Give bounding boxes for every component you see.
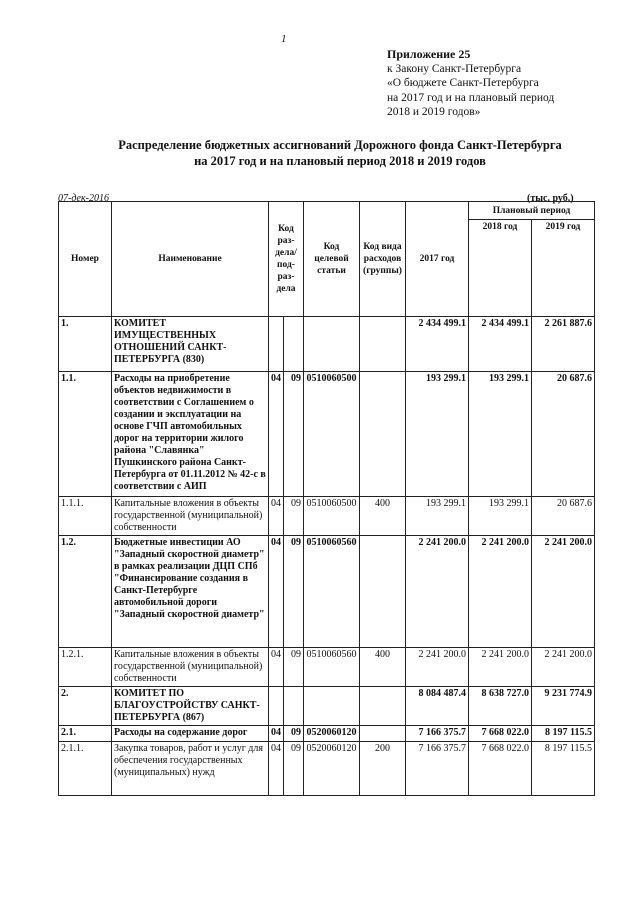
cell-pr [284,317,304,372]
cell-cs: 0510060500 [304,497,360,536]
cell-num: 2.1.1. [59,742,112,796]
header-plan-period: Плановый период [469,202,595,220]
cell-num: 1.2. [59,536,112,648]
cell-name: Капитальные вложения в объекты государственной (муниципальной) собственности [112,497,269,536]
page-number: 1 [281,33,287,45]
cell-v2019: 8 197 115.5 [532,726,595,742]
cell-num: 1.1.1. [59,497,112,536]
cell-v2017: 7 166 375.7 [406,742,469,796]
units-label: (тыс. руб.) [527,193,574,204]
table-row [59,742,595,796]
cell-vr [360,372,406,497]
cell-v2017: 193 299.1 [406,372,469,497]
document-title [60,137,620,169]
cell-name: КОМИТЕТ ИМУЩЕСТВЕННЫХ ОТНОШЕНИЙ САНКТ-ПЕТЕРБУРГА (830) [112,317,269,372]
appendix-line: 2018 и 2019 годов» [387,106,481,118]
header-section-code: Код раз-дела/ под-раз-дела [269,202,304,317]
cell-v2018: 2 241 200.0 [469,536,532,648]
cell-v2017: 7 166 375.7 [406,726,469,742]
cell-name: Капитальные вложения в объекты государственной (муниципальной) собственности [112,648,269,687]
table-row [59,372,595,497]
cell-v2017: 2 241 200.0 [406,536,469,648]
cell-v2019: 2 261 887.6 [532,317,595,372]
cell-v2018: 7 668 022.0 [469,742,532,796]
cell-v2018: 2 241 200.0 [469,648,532,687]
cell-rz: 04 [269,726,284,742]
cell-vr [360,687,406,726]
table-row [59,497,595,536]
cell-cs: 0510060560 [304,536,360,648]
cell-v2019: 2 241 200.0 [532,536,595,648]
document-date: 07-дек-2016 [58,193,109,204]
cell-rz: 04 [269,648,284,687]
cell-cs [304,687,360,726]
cell-cs: 0520060120 [304,742,360,796]
cell-vr [360,536,406,648]
header-2018: 2018 год [469,220,532,317]
cell-rz: 04 [269,536,284,648]
cell-v2019: 20 687.6 [532,497,595,536]
cell-rz [269,687,284,726]
cell-name: Закупка товаров, работ и услуг для обеспечения государственных (муниципальных) нужд [112,742,269,796]
header-target-code: Код целевой статьи [304,202,360,317]
cell-pr: 09 [284,742,304,796]
table-row [59,536,595,648]
cell-v2017: 2 434 499.1 [406,317,469,372]
appendix-block [387,47,554,120]
cell-pr: 09 [284,726,304,742]
appendix-heading: Приложение 25 [387,47,471,61]
cell-v2019: 8 197 115.5 [532,742,595,796]
cell-v2019: 9 231 774.9 [532,687,595,726]
cell-pr: 09 [284,497,304,536]
appendix-line: «О бюджете Санкт-Петербурга [387,77,539,89]
table-row [59,687,595,726]
appendix-line: к Закону Санкт-Петербурга [387,62,522,75]
cell-name: Расходы на приобретение объектов недвижимости в соответствии с Соглашением о создании и эксплуатации на основе ГЧП автомобильных дорог на территории жилого района "Славянка" Пушкинского района Санкт-Петербурга от 01.11.2012 № 42-с в соответствии с АИП [112,372,269,497]
cell-pr: 09 [284,372,304,497]
cell-rz: 04 [269,742,284,796]
cell-v2018: 193 299.1 [469,497,532,536]
cell-v2017: 8 084 487.4 [406,687,469,726]
cell-v2017: 2 241 200.0 [406,648,469,687]
cell-pr: 09 [284,648,304,687]
cell-name: Бюджетные инвестиции АО "Западный скоростной диаметр" в рамках реализации ДЦП СПб "Финансирование создания в Санкт-Петербурге автомобильной дороги "Западный скоростной диаметр" [112,536,269,648]
cell-num: 1.1. [59,372,112,497]
cell-v2018: 7 668 022.0 [469,726,532,742]
cell-cs: 0510060560 [304,648,360,687]
cell-name: Расходы на содержание дорог [112,726,269,742]
cell-name: КОМИТЕТ ПО БЛАГОУСТРОЙСТВУ САНКТ-ПЕТЕРБУРГА (867) [112,687,269,726]
cell-num: 1.2.1. [59,648,112,687]
cell-vr: 200 [360,742,406,796]
cell-vr [360,726,406,742]
cell-v2017: 193 299.1 [406,497,469,536]
header-name: Наименование [112,202,269,317]
header-number: Номер [59,202,112,317]
cell-v2018: 8 638 727.0 [469,687,532,726]
cell-rz: 04 [269,497,284,536]
cell-vr: 400 [360,497,406,536]
cell-v2018: 2 434 499.1 [469,317,532,372]
title-line-1: Распределение бюджетных ассигнований Дорожного фонда Санкт-Петербурга [118,138,562,152]
cell-num: 1. [59,317,112,372]
cell-num: 2.1. [59,726,112,742]
cell-cs: 0510060500 [304,372,360,497]
table-body [59,317,595,796]
cell-v2019: 2 241 200.0 [532,648,595,687]
table-row [59,317,595,372]
cell-vr [360,317,406,372]
cell-pr: 09 [284,536,304,648]
table-row [59,648,595,687]
header-2017: 2017 год [406,202,469,317]
cell-num: 2. [59,687,112,726]
cell-v2019: 20 687.6 [532,372,595,497]
header-expense-code: Код вида расходов (группы) [360,202,406,317]
cell-v2018: 193 299.1 [469,372,532,497]
cell-cs: 0520060120 [304,726,360,742]
table-row [59,726,595,742]
header-2019: 2019 год [532,220,595,317]
cell-pr [284,687,304,726]
cell-rz: 04 [269,372,284,497]
cell-cs [304,317,360,372]
cell-vr: 400 [360,648,406,687]
title-line-2: на 2017 год и на плановый период 2018 и 2019 годов [194,154,486,168]
cell-rz [269,317,284,372]
budget-table [58,201,595,796]
appendix-line: на 2017 год и на плановый период [387,91,555,104]
